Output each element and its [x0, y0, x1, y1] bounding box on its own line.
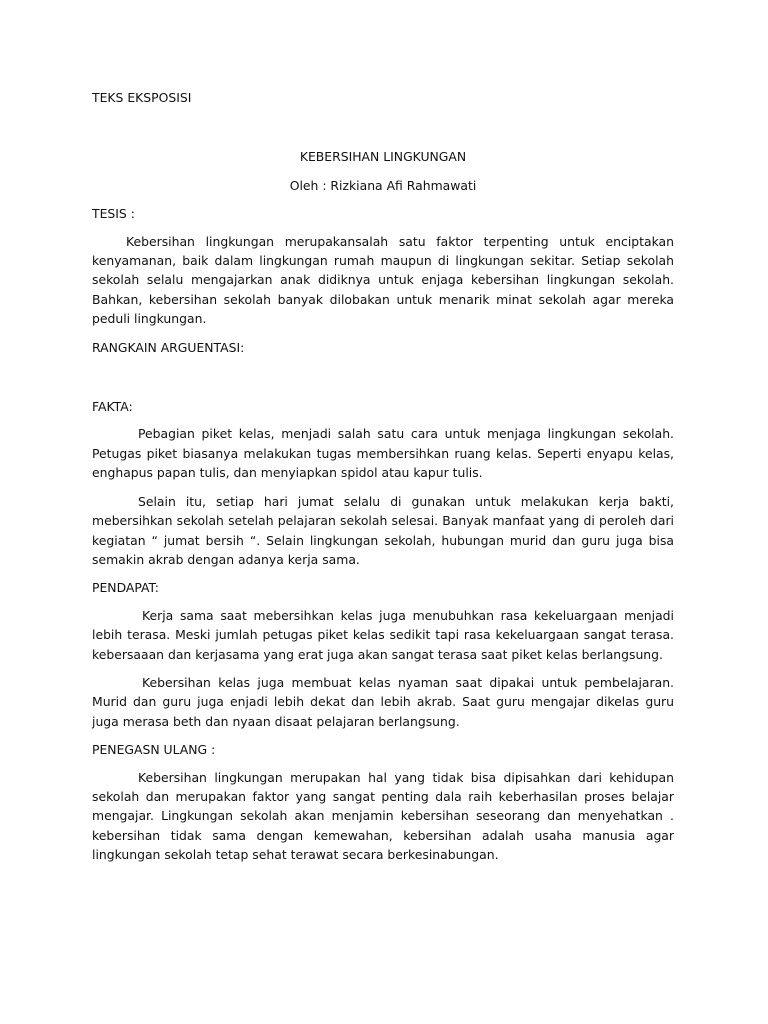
pendapat-heading: PENDAPAT: [92, 580, 159, 596]
argumentasi-heading: RANGKAIN ARGUENTASI: [92, 339, 245, 355]
tesis-heading: TESIS : [92, 206, 135, 222]
document-title: KEBERSIHAN LINGKUNGAN [299, 149, 467, 165]
document-type-label: TEKS EKSPOSISI [92, 90, 192, 105]
fakta-heading: FAKTA: [92, 399, 133, 415]
penegasan-paragraph: Kebersihan lingkungan merupakan hal yang tidak bisa dipisahkan dari kehidupan sekolah dan merupakan faktor yang sangat penting dala raih keberhasilan proses belajar mengajar. Lingkungan sekolah akan menjamin kebersihan seseorang dan menyehatkan . kebersihan tidak sama dengan kemewahan, kebersihan adalah usaha manusia agar lingkungan sekolah tetap sehat terawat secara berkesinabungan. [92, 769, 674, 863]
document-author: Oleh : Rizkiana Afi Rahmawati [289, 177, 477, 193]
fakta-paragraph-2: Selain itu, setiap hari jumat selalu di gunakan untuk melakukan kerja bakti, mebersihkan sekolah setelah pelajaran sekolah selesai. Banyak manfaat yang di peroleh dari kegiatan “ jumat bersih “. Selain lingkungan sekolah, hubungan murid dan guru juga bisa semakin akrab dengan adanya kerja sama. [92, 493, 674, 567]
pendapat-paragraph-2: Kebersihan kelas juga membuat kelas nyaman saat dipakai untuk pembelajaran. Murid dan guru juga enjadi lebih dekat dan lebih akrab. Saat guru mengajar dikelas guru juga merasa beth dan nyaan disaat pelajaran berlangsung. [92, 674, 674, 729]
pendapat-paragraph-1: Kerja sama saat mebersihkan kelas juga menubuhkan rasa kekeluargaan menjadi lebih terasa. Meski jumlah petugas piket kelas sedikit tapi rasa kekeluargaan sangat terasa. kebersaaan dan kerjasama yang erat juga akan sangat terasa saat piket kelas berlangsung. [92, 607, 674, 662]
document-page [92, 88, 674, 874]
tesis-paragraph: Kebersihan lingkungan merupakansalah satu faktor terpenting untuk enciptakan kenyamanan, baik dalam lingkungan rumah maupun di lingkungan sekitar. Setiap sekolah sekolah selalu mengajarkan anak didiknya untuk enjaga kebersihan lingkungan sekolah. Bahkan, kebersihan sekolah banyak dilobakan untuk menarik minat sekolah agar mereka peduli lingkungan. [92, 233, 674, 327]
penegasan-heading: PENEGASN ULANG : [92, 742, 216, 758]
fakta-paragraph-1: Pebagian piket kelas, menjadi salah satu cara untuk menjaga lingkungan sekolah. Petugas piket biasanya melakukan tugas membersihkan ruang kelas. Seperti enyapu kelas, enghapus papan tulis, dan menyiapkan spidol atau kapur tulis. [92, 426, 674, 481]
